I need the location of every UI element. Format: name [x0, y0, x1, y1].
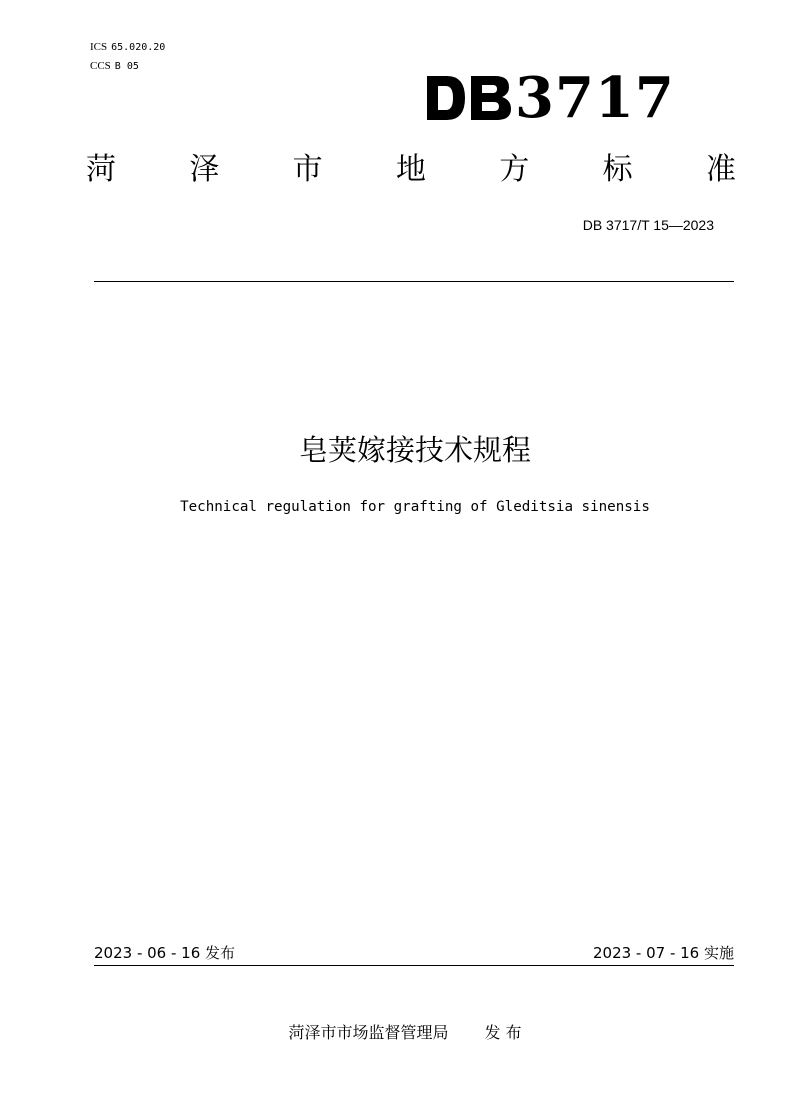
- issuer-name: 菏泽市市场监督管理局: [288, 1023, 449, 1042]
- footer-divider: [94, 965, 734, 966]
- ics-code: 65.020.20: [111, 42, 166, 53]
- issuer-action: 发 布: [484, 1023, 522, 1042]
- header-divider: [94, 281, 734, 282]
- db-logo-mark: [425, 72, 513, 124]
- ccs-label: CCS: [90, 60, 111, 72]
- standard-type-char: 市: [292, 152, 323, 187]
- ccs-code: B 05: [114, 61, 139, 72]
- issuer-line: [0, 1020, 790, 1043]
- standard-type-char: 方: [499, 152, 530, 187]
- standard-type-char: 菏: [86, 152, 116, 187]
- ccs-classification: [90, 59, 139, 74]
- document-title-zh: 皂荚嫁接技术规程: [298, 433, 531, 467]
- issue-date: 2023 - 06 - 16 发布: [94, 944, 236, 962]
- standard-type-char: 准: [705, 152, 736, 187]
- standard-type-char: 地: [395, 152, 426, 187]
- standard-type-heading: [86, 150, 736, 190]
- standard-number: DB 3717/T 15—2023: [582, 217, 714, 233]
- ics-classification: [90, 40, 165, 55]
- standard-type-char: 泽: [189, 152, 220, 187]
- document-title-en: Technical regulation for grafting of Gleditsia sinensis: [180, 499, 650, 515]
- db-standard-logo: [425, 65, 675, 131]
- db-number: 3717: [515, 65, 675, 131]
- ics-label: ICS: [90, 41, 108, 53]
- standard-type-char: 标: [602, 152, 633, 187]
- implementation-date: 2023 - 07 - 16 实施: [592, 944, 734, 962]
